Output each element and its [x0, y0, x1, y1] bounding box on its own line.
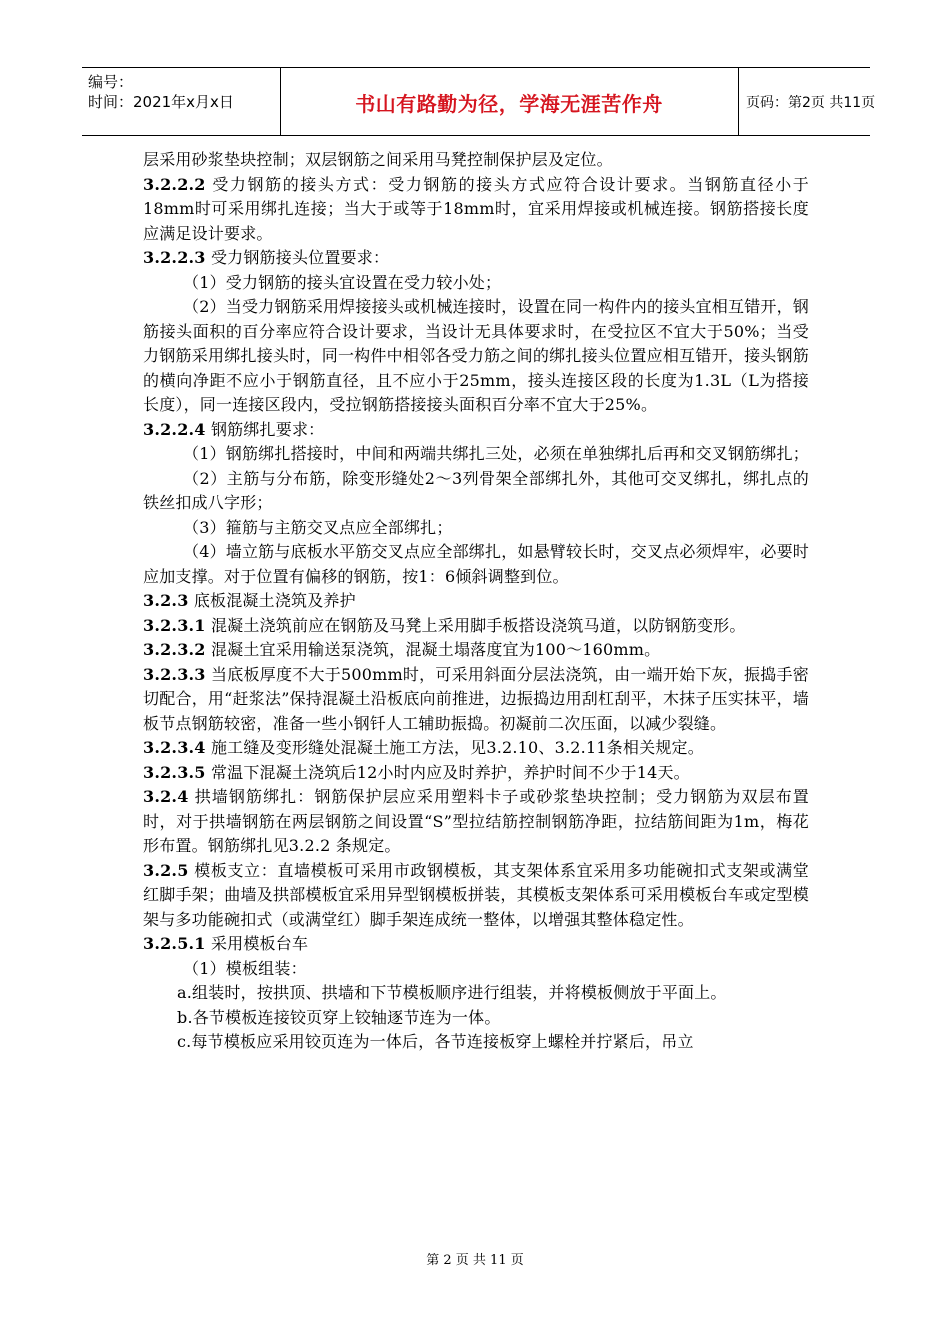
section-number: 3.2.3.1: [143, 615, 206, 635]
section-number: 3.2.5.1: [143, 934, 206, 953]
document-date-label: 时间：2021年x月x日: [88, 93, 234, 111]
paragraph: [143, 736, 809, 761]
paragraph-text: 采用模板台车: [205, 934, 309, 953]
paragraph: [143, 467, 809, 516]
header-page-cell: [738, 68, 876, 135]
paragraph-text: a.组装时，按拱顶、拱墙和下节模板顺序进行组装，并将模板侧放于平面上。: [177, 983, 727, 1002]
document-body: [143, 148, 809, 1055]
paragraph-text: （3）箍筋与主筋交叉点应全部绑扎；: [183, 517, 453, 537]
paragraph: [143, 981, 809, 1006]
section-number: 3.2.5: [143, 860, 189, 880]
paragraph: [143, 589, 809, 614]
paragraph: [143, 271, 809, 296]
section-number: 3.2.3.3: [143, 664, 206, 684]
paragraph-text: （1）模板组装：: [183, 958, 307, 978]
paragraph: [143, 761, 809, 786]
section-number: 3.2.2.4: [143, 419, 206, 439]
paragraph: [143, 295, 809, 418]
paragraph-text: 底板混凝土浇筑及养护: [188, 591, 356, 610]
paragraph: [143, 957, 809, 982]
paragraph-text: 拱墙钢筋绑扎：钢筋保护层应采用塑料卡子或砂浆垫块控制；受力钢筋为双层布置时，对于拱墙钢筋在两层钢筋之间设置“S”型拉结筋控制钢筋净距，拉结筋间距为1m，梅花形布置。钢筋绑扎见3.2.2 条规定。: [143, 787, 809, 855]
paragraph-text: 受力钢筋的接头方式：受力钢筋的接头方式应符合设计要求。当钢筋直径小于18mm时可采用绑扎连接；当大于或等于18mm时，宜采用焊接或机械连接。钢筋搭接长度应满足设计要求。: [143, 174, 809, 243]
header-motto: 书山有路勤为径，学海无涯苦作舟: [355, 92, 663, 116]
paragraph-text: 钢筋绑扎要求：: [205, 419, 325, 439]
paragraph-text: 混凝土宜采用输送泵浇筑，混凝土塌落度宜为100～160mm。: [205, 640, 661, 659]
section-number: 3.2.3: [143, 591, 189, 610]
paragraph-text: 层采用砂浆垫块控制；双层钢筋之间采用马凳控制保护层及定位。: [143, 150, 613, 169]
paragraph-text: c.每节模板应采用铰页连为一体后，各节连接板穿上螺栓并拧紧后，吊立: [177, 1032, 694, 1051]
section-number: 3.2.3.2: [143, 640, 206, 659]
paragraph: [143, 614, 809, 639]
header-page-number: 页码：第2页 共11页: [746, 95, 876, 111]
page-footer: 第 2 页 共 11 页: [426, 1253, 524, 1268]
section-number: 3.2.3.4: [143, 738, 206, 757]
paragraph-text: 当底板厚度不大于500mm时，可采用斜面分层法浇筑，由一端开始下灰，振捣手密切配合，用“赶浆法”保持混凝土沿板底向前推进，边振捣边用刮杠刮平，木抹子压实抹平，墙板节点钢筋较密，准备一些小钢钎人工辅助振捣。初凝前二次压面，以减少裂缝。: [143, 664, 809, 733]
paragraph-text: 施工缝及变形缝处混凝土施工方法，见3.2.10、3.2.11条相关规定。: [205, 738, 704, 757]
section-number: 3.2.2.2: [143, 174, 206, 194]
paragraph: [143, 663, 809, 737]
section-number: 3.2.3.5: [143, 762, 206, 782]
paragraph: [143, 540, 809, 589]
paragraph: [143, 246, 809, 271]
paragraph: [143, 148, 809, 173]
paragraph: [143, 418, 809, 443]
paragraph-text: （1）钢筋绑扎搭接时，中间和两端共绑扎三处，必须在单独绑扎后再和交叉钢筋绑扎；: [183, 444, 809, 463]
paragraph: [143, 1030, 809, 1055]
paragraph-text: （2）当受力钢筋采用焊接接头或机械连接时，设置在同一构件内的接头宜相互错开，钢筋接头面积的百分率应符合设计要求，当设计无具体要求时，在受拉区不宜大于50%；当受力钢筋采用绑扎接头时，同一构件中相邻各受力筋之间的绑扎接头位置应相互错开，接头钢筋的横向净距不应小于钢筋直径，且不应小于25mm，接头连接区段的长度为1.3L（L为搭接长度），同一连接区段内，受拉钢筋搭接接头面积百分率不宜大于25%。: [143, 297, 809, 414]
paragraph-text: 模板支立：直墙模板可采用市政钢模板，其支架体系宜采用多功能碗扣式支架或满堂红脚手架；曲墙及拱部模板宜采用异型钢模板拼装，其模板支架体系可采用模板台车或定型模架与多功能碗扣式（或满堂红）脚手架连成统一整体，以增强其整体稳定性。: [143, 860, 809, 929]
paragraph-text: （2）主筋与分布筋，除变形缝处2～3列骨架全部绑扎外，其他可交叉绑扎，绑扎点的铁丝扣成八字形；: [143, 468, 809, 512]
header-motto-cell: [280, 68, 739, 135]
paragraph: [143, 785, 809, 859]
paragraph: [143, 859, 809, 933]
paragraph-text: 常温下混凝土浇筑后12小时内应及时养护，养护时间不少于14天。: [205, 762, 690, 782]
paragraph-text: （1）受力钢筋的接头宜设置在受力较小处；: [183, 272, 502, 292]
paragraph-text: 混凝土浇筑前应在钢筋及马凳上采用脚手板搭设浇筑马道，以防钢筋变形。: [205, 615, 746, 635]
section-number: 3.2.4: [143, 787, 189, 806]
document-number-label: 编号：: [88, 73, 134, 91]
paragraph-text: b.各节模板连接铰页穿上铰轴逐节连为一体。: [177, 1007, 501, 1027]
section-number: 3.2.2.3: [143, 248, 206, 267]
paragraph: [143, 932, 809, 957]
paragraph-text: （4）墙立筋与底板水平筋交叉点应全部绑扎，如悬臂较长时，交叉点必须焊牢，必要时应加支撑。对于位置有偏移的钢筋，按1：6倾斜调整到位。: [143, 542, 809, 586]
header-info-cell: [82, 68, 281, 135]
paragraph-text: 受力钢筋接头位置要求：: [205, 248, 390, 267]
paragraph: [143, 173, 809, 247]
paragraph: [143, 1006, 809, 1031]
paragraph: [143, 442, 809, 467]
page-header: [82, 67, 876, 136]
paragraph: [143, 638, 809, 663]
paragraph: [143, 516, 809, 541]
